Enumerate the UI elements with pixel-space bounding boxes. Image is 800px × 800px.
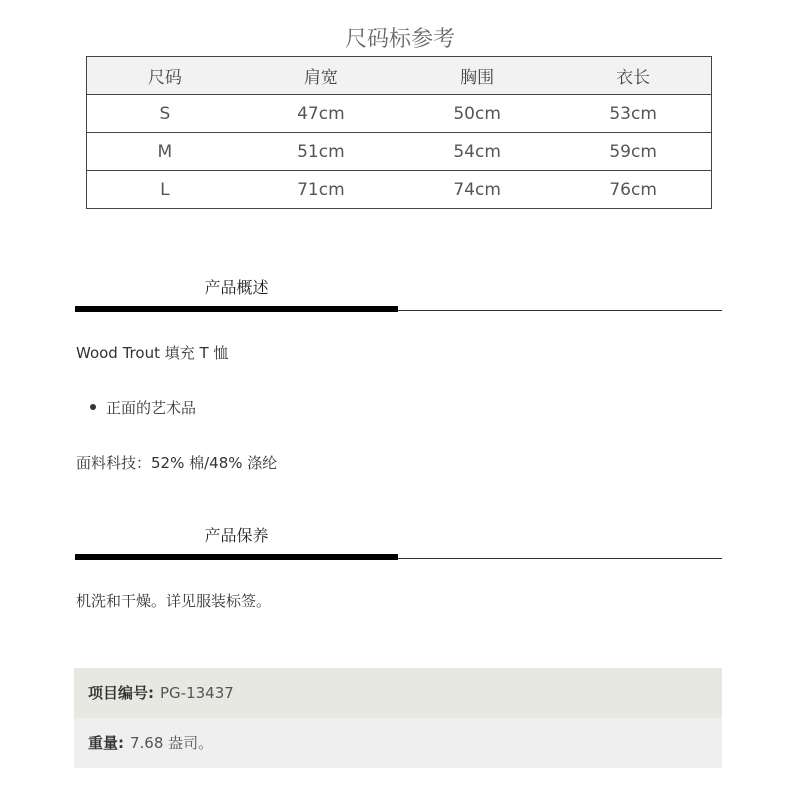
product-name: Wood Trout 填充 T 恤 bbox=[76, 344, 229, 362]
table-cell: 59cm bbox=[555, 133, 711, 171]
header-shoulder: 肩宽 bbox=[243, 57, 399, 95]
table-cell: 71cm bbox=[243, 171, 399, 209]
table-cell: 51cm bbox=[243, 133, 399, 171]
table-cell: 54cm bbox=[399, 133, 555, 171]
spec-value: 7.68 盎司。 bbox=[130, 734, 214, 752]
bullet-icon bbox=[90, 404, 96, 410]
size-table bbox=[86, 56, 712, 209]
spec-row-weight bbox=[74, 718, 722, 768]
overview-section-header bbox=[75, 275, 722, 315]
spec-row-item-number bbox=[74, 668, 722, 718]
section-divider-thin bbox=[398, 558, 722, 559]
spec-key: 项目编号: bbox=[88, 684, 154, 702]
care-text: 机洗和干燥。详见服装标签。 bbox=[76, 592, 272, 610]
table-cell: M bbox=[87, 133, 243, 171]
header-size: 尺码 bbox=[87, 57, 243, 95]
table-cell: 53cm bbox=[555, 95, 711, 133]
care-section-header bbox=[75, 523, 722, 563]
table-cell: 74cm bbox=[399, 171, 555, 209]
bullet-text: 正面的艺术品 bbox=[106, 399, 197, 417]
table-cell: 76cm bbox=[555, 171, 711, 209]
section-divider-thick bbox=[75, 306, 398, 312]
section-divider-thin bbox=[398, 310, 722, 311]
table-cell: S bbox=[87, 95, 243, 133]
spec-key: 重量: bbox=[88, 734, 124, 752]
spec-value: PG-13437 bbox=[160, 684, 234, 702]
size-table-header-row bbox=[87, 57, 712, 95]
table-cell: 50cm bbox=[399, 95, 555, 133]
table-cell: L bbox=[87, 171, 243, 209]
table-row bbox=[87, 133, 712, 171]
fabric-info: 面料科技：52% 棉/48% 涤纶 bbox=[76, 454, 278, 472]
size-chart-title: 尺码标参考 bbox=[344, 27, 455, 52]
table-row bbox=[87, 171, 712, 209]
table-row bbox=[87, 95, 712, 133]
table-cell: 47cm bbox=[243, 95, 399, 133]
care-heading: 产品保养 bbox=[204, 526, 269, 545]
header-chest: 胸围 bbox=[399, 57, 555, 95]
overview-heading: 产品概述 bbox=[204, 278, 269, 297]
list-item bbox=[90, 397, 196, 418]
header-length: 衣长 bbox=[555, 57, 711, 95]
section-divider-thick bbox=[75, 554, 398, 560]
